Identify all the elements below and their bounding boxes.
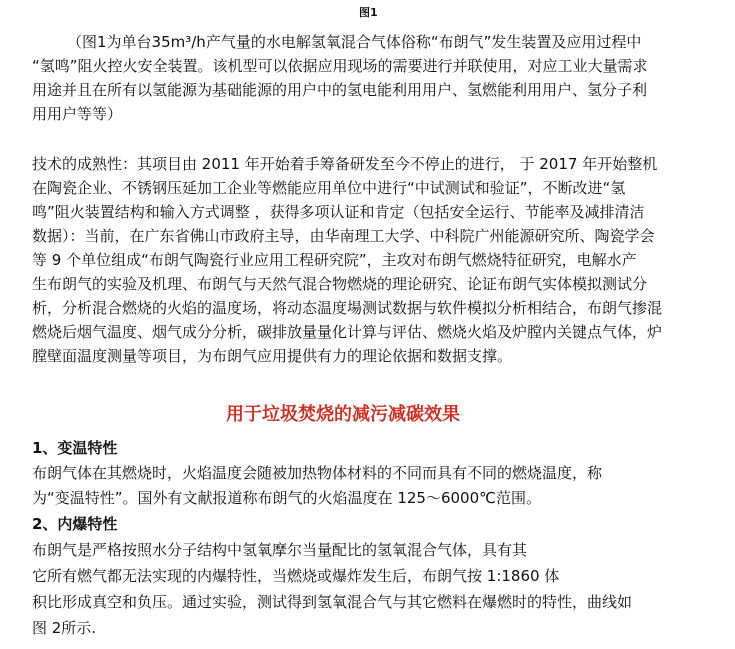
caption-line: 用途并且在所有以氢能源为基础能源的用户中的氢电能利用用户、氢燃能利用用户、氢分子利 [32,81,648,99]
section-2-line: 它所有燃气都无法实现的内爆特性，当燃烧或爆炸发生后，布朗气按 1:1860 体 [32,567,560,585]
caption-line: “氢鸣”阻火控火安全装置。该机型可以依据应用现场的需要进行并联使用，对应工业大量需求 [32,57,648,75]
section-2-line: 图 2所示. [32,619,97,637]
caption-line: 用用户等等） [32,105,123,123]
caption-line: （图1为单台35m³/h产气量的水电解氢氧混合气体俗称“布朗气”发生装置及应用过程中 [67,33,642,51]
maturity-line: 技术的成熟性：其项目由 2011 年开始着手筹备研发至今不停止的进行， 于 2017 年开始整机 [32,155,658,173]
section-2-line: 布朗气是严格按照水分子结构中氢氧摩尔当量配比的氢氧混合气体，具有其 [32,541,528,559]
maturity-line: 在陶瓷企业、不锈钢压延加工企业等燃能应用单位中进行“中试测试和验证”，不断改进“氢 [32,179,626,197]
maturity-line: 膛壁面温度测量等项目，为布朗气应用提供有力的理论依据和数据支撑。 [32,347,513,365]
maturity-line: 析，分析混合燃烧的火焰的温度场，将动态温度場测试数据与软件模拟分析相结合，布朗气掺混 [32,299,663,317]
figure-label: 图1 [359,6,378,19]
section-2-line: 积比形成真空和负压。通过实验，测试得到氢氧混合气与其它燃料在爆燃时的特性，曲线如 [32,593,633,611]
section-1-line: 为“变温特性”。国外有文献报道称布朗气的火焰温度在 125～6000℃范围。 [32,489,541,507]
section-title: 用于垃圾焚烧的减污减碳效果 [226,404,460,425]
section-1-heading: 1、变温特性 [32,439,118,457]
maturity-line: 等 9 个单位组成“布朗气陶瓷行业应用工程研究院”，主攻对布朗气燃烧特征研究，电解水产 [32,251,637,269]
section-2-heading: 2、内爆特性 [32,515,118,533]
maturity-line: 鸣”阻火装置结构和输入方式调整 ，获得多项认证和肯定（包括安全运行、节能率及减排清洁 [32,203,645,221]
maturity-line: 生布朗气的实验及机理、布朗气与天然气混合物燃烧的理论研究、论证布朗气实体模拟测试分 [32,275,648,293]
maturity-line: 数据）：当前，在广东省佛山市政府主导，由华南理工大学、中科院广州能源研究所、陶瓷学会 [32,227,655,245]
section-1-line: 布朗气体在其燃烧时，火焰温度会随被加热物体材料的不同而具有不同的燃烧温度，称 [32,464,603,482]
maturity-line: 燃烧后烟气温度、烟气成分分析，碳排放量量化计算与评估、燃烧火焰及炉膛内关键点气体，炉 [32,323,663,341]
